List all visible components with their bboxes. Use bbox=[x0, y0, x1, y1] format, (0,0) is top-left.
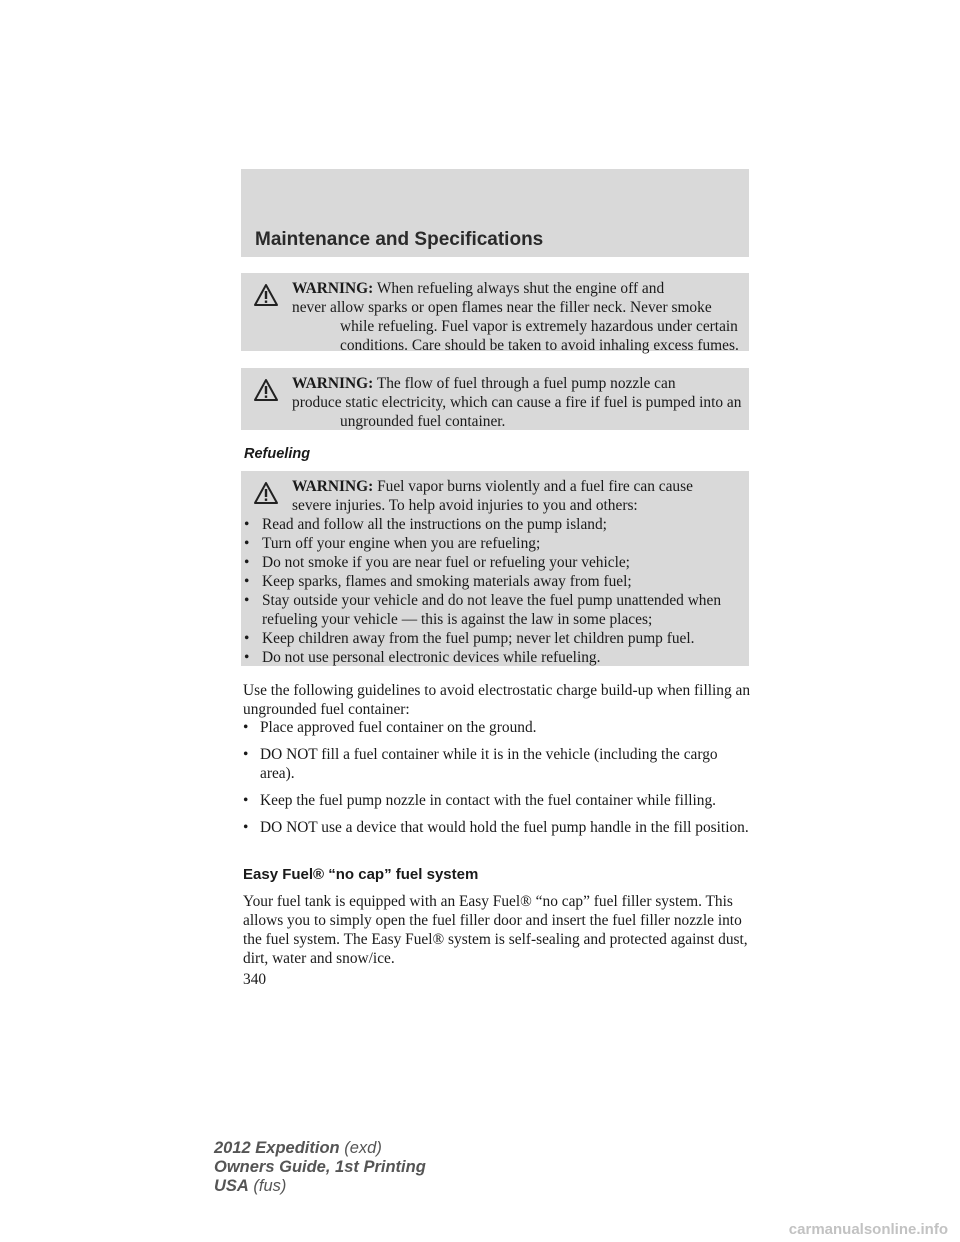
list-item: • Turn off your engine when you are refueling; bbox=[244, 534, 743, 553]
warning-triangle-icon bbox=[253, 283, 279, 307]
warning-triangle-icon bbox=[253, 378, 279, 402]
list-item: • DO NOT use a device that would hold the fuel pump handle in the fill position. bbox=[243, 818, 753, 837]
easy-fuel-heading: Easy Fuel® “no cap” fuel system bbox=[243, 866, 479, 883]
list-item: • Stay outside your vehicle and do not leave the fuel pump unattended when refueling your vehicle — this is against the law in some places; bbox=[244, 591, 743, 629]
warning-text: WARNING: Fuel vapor burns violently and a fuel fire can cause severe injuries. To help avoid injuries to you and others: bbox=[292, 478, 693, 514]
watermark: carmanualsonline.info bbox=[788, 1221, 948, 1238]
list-item: • Keep sparks, flames and smoking materials away from fuel; bbox=[244, 572, 743, 591]
warning-box-static bbox=[241, 368, 749, 430]
section-title: Maintenance and Specifications bbox=[255, 229, 544, 250]
easy-fuel-body: Your fuel tank is equipped with an Easy Fuel® “no cap” fuel filler system. This allows you to simply open the fuel filler door and insert the fuel filler nozzle into the fuel system. The Easy Fuel® system is self-sealing and protected against dust, dirt, water and snow/ice. bbox=[243, 893, 748, 967]
list-item: • Do not smoke if you are near fuel or refueling your vehicle; bbox=[244, 553, 743, 572]
list-item: • Do not use personal electronic devices while refueling. bbox=[244, 648, 743, 667]
guidelines-list bbox=[243, 718, 753, 845]
warning-text: WARNING: The flow of fuel through a fuel pump nozzle can produce static electricity, which can cause a fire if fuel is pumped into an ungrounded fuel container. bbox=[292, 375, 742, 430]
section-header bbox=[241, 169, 749, 257]
list-item: • Place approved fuel container on the ground. bbox=[243, 718, 753, 737]
guidelines-intro: Use the following guidelines to avoid electrostatic charge build-up when filling an ungrounded fuel container: bbox=[243, 682, 751, 718]
list-item: • Keep the fuel pump nozzle in contact with the fuel container while filling. bbox=[243, 791, 753, 810]
list-item: • Keep children away from the fuel pump; never let children pump fuel. bbox=[244, 629, 743, 648]
warning-box-sparks bbox=[241, 273, 749, 354]
warning-box-fuel-fire bbox=[241, 471, 749, 666]
refueling-heading: Refueling bbox=[244, 446, 311, 462]
warning-triangle-icon bbox=[253, 481, 279, 505]
page-number: 340 bbox=[243, 971, 267, 988]
list-item: • DO NOT fill a fuel container while it is in the vehicle (including the cargo area). bbox=[243, 745, 753, 783]
warning-list bbox=[244, 515, 743, 667]
list-item: • Read and follow all the instructions on the pump island; bbox=[244, 515, 743, 534]
document-footer: 2012 Expedition (exd) Owners Guide, 1st Printing USA (fus) bbox=[214, 1139, 426, 1195]
warning-text: WARNING: When refueling always shut the engine off and never allow sparks or open flames near the filler neck. Never smoke while refueling. Fuel vapor is extremely hazardous under certain conditions. Care should be taken to avoid inhaling excess fumes. bbox=[292, 280, 739, 354]
